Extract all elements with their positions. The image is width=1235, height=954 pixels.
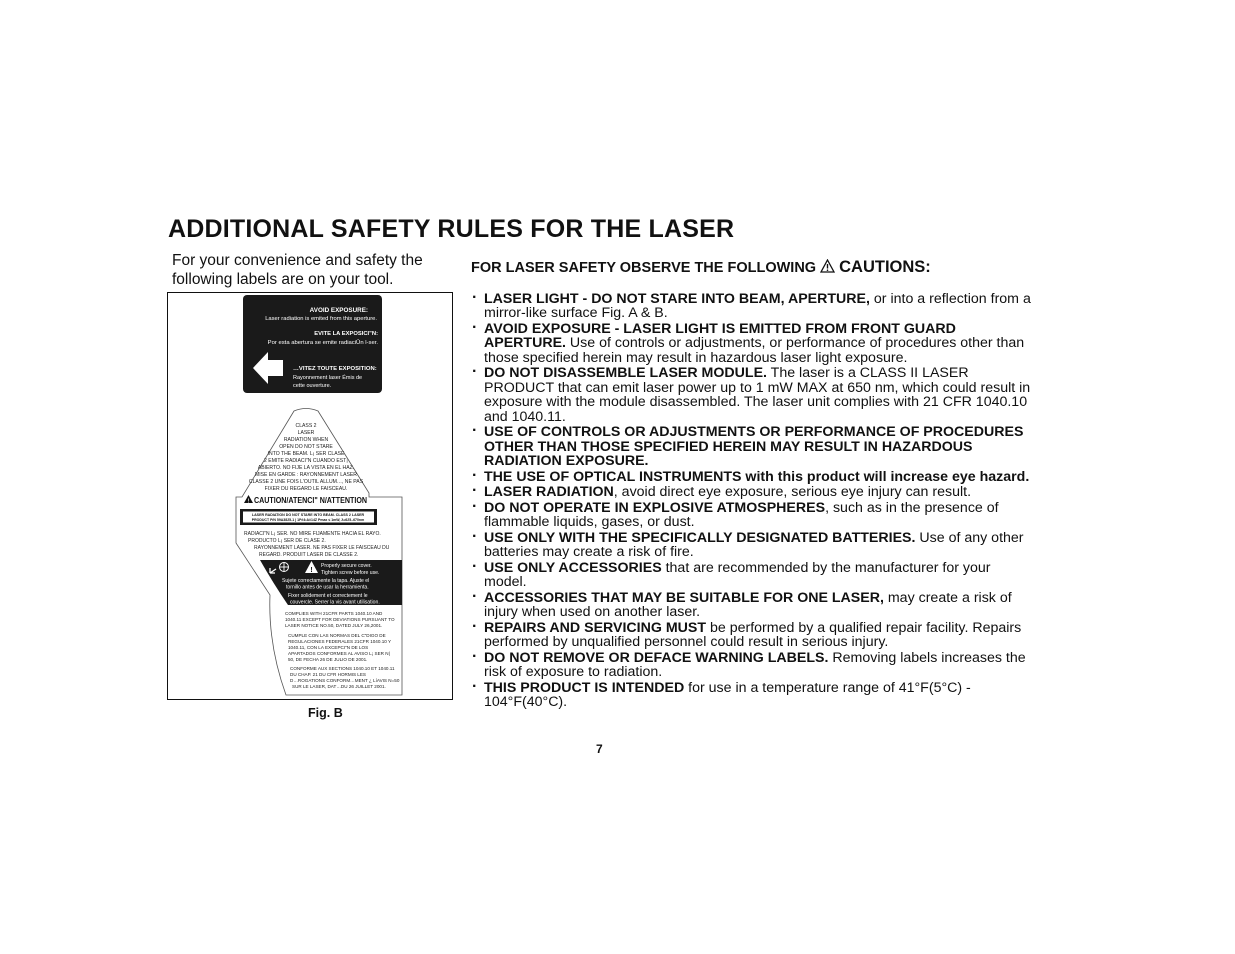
caution-item xyxy=(471,366,1031,424)
compliance-line: D…ROGATIONS CONFORM…MENT ¿ LíAVIS N=50 xyxy=(290,678,400,683)
cautions-heading-suffix: CAUTIONS: xyxy=(839,258,931,276)
svg-text:!: ! xyxy=(310,567,313,574)
caution-item xyxy=(471,591,1031,620)
class-line: CLASSE 2 UNE FOIS L'OUTIL ALLUM…, NE PAS xyxy=(248,479,364,485)
product-line-2: PRODUCT P/N 59A3825-1 | 1P#4•A#14Z Pmax ≤ 1mW, λ=625–670nm xyxy=(251,518,365,522)
warning-label xyxy=(236,409,402,696)
page-number: 7 xyxy=(596,742,603,756)
cover-fr-1: Fixer solidement et correctement le xyxy=(288,593,368,599)
aperture-fr-text-1: Rayonnement laser Émis de xyxy=(293,375,363,381)
compliance-line: DU CHAP. 21 DU CFR HORMIS LES xyxy=(290,672,366,677)
caution-item xyxy=(471,322,1031,365)
aperture-label xyxy=(243,295,382,393)
compliance-line: SUR LE LASER, DAT…DU 26 JUILLET 2001. xyxy=(292,684,386,689)
caution-item-bold: LASER LIGHT - DO NOT STARE INTO BEAM, APERTURE, xyxy=(484,291,870,307)
cover-en-1: Properly secure cover. xyxy=(321,563,372,569)
caution-item-bold: THIS PRODUCT IS INTENDED xyxy=(484,679,685,696)
compliance-line: APARTADOS CONFORMES AL AVISO L¡ SER N| xyxy=(288,651,390,656)
compliance-line: COMPLIES WITH 21CFR PARTS 1040.10 AND xyxy=(285,611,383,616)
class-line: FIXER DU REGARD LE FAISCEAU. xyxy=(264,486,348,492)
caution-item xyxy=(471,292,1031,321)
aperture-fr-text-2: cette ouverture. xyxy=(293,383,332,389)
caution-item-bold: AVOID EXPOSURE - LASER LIGHT IS EMITTED FROM FRONT GUARD APERTURE. xyxy=(484,321,956,352)
caution-item-text: for use in a temperature range of 41°F(5°C) - 104°F(40°C). xyxy=(484,679,971,711)
caution-item xyxy=(471,531,1031,560)
class-line: CLASS 2 xyxy=(295,423,317,429)
compliance-line: 1040.11, CON LA EXCEPCI"N DE LOS xyxy=(288,645,369,650)
caution-item xyxy=(471,425,1031,468)
aperture-es-heading: EVITE LA EXPOSICI"N: xyxy=(314,331,378,337)
caution-item-bold: DO NOT REMOVE OR DEFACE WARNING LABELS. xyxy=(484,649,829,666)
aperture-en-text: Laser radiation is emited from this aperture. xyxy=(265,316,377,322)
caution-item-bold: ACCESSORIES THAT MAY BE SUITABLE FOR ONE LASER, xyxy=(484,589,884,606)
caution-item-text: may create a risk of injury when used on another laser. xyxy=(484,589,1012,621)
caution-item xyxy=(471,681,1031,710)
class-line: RADIATION WHEN xyxy=(283,437,329,443)
label-illustration xyxy=(168,293,451,698)
class-line: INTO THE BEAM. L¡ SER CLASE xyxy=(267,451,345,457)
figure-caption: Fig. B xyxy=(308,706,343,720)
caution-banner: CAUTION/ATENCI" N/ATTENTION xyxy=(254,495,367,505)
caution-item-bold: USE ONLY WITH THE SPECIFICALLY DESIGNATED BATTERIES. xyxy=(484,529,916,546)
class-line: MISE EN GARDE : RAYONNEMENT LASER xyxy=(255,472,357,478)
caution-item-text: Removing labels increases the risk of exposure to radiation. xyxy=(484,649,1026,681)
caution-item xyxy=(471,470,1031,484)
cover-es-1: Sujete correctamente la tapa. Ajuste el xyxy=(282,578,370,584)
compliance-line: CONFORME AUX SECTIONS 1040.10 ET 1040.11 xyxy=(290,666,395,671)
caution-item-bold: DO NOT DISASSEMBLE LASER MODULE. xyxy=(484,365,767,382)
caution-item-bold: THE USE OF OPTICAL INSTRUMENTS with this product will increase eye hazard. xyxy=(484,468,1030,485)
cautions-heading xyxy=(471,258,931,277)
cover-en-2: Tighten screw before use. xyxy=(321,570,380,576)
cover-fr-2: couvercle. Serrer la vis avant utilisation. xyxy=(290,599,380,606)
caution-item-text: Use of controls or adjustments, or performance of procedures other than those specified herein may result in hazardous laser light exposure. xyxy=(484,335,1025,366)
caution-item-text: or into a reflection from a mirror-like surface Fig. A & B. xyxy=(484,291,1031,322)
caution-item-text: , such as in the presence of flammable liquids, gases, or dust. xyxy=(484,499,999,531)
caution-item xyxy=(471,485,1031,499)
svg-text:!: ! xyxy=(247,498,250,505)
compliance-line: LASER NOTICE NO.50, DATED JULY 26,2001. xyxy=(285,623,383,628)
radiation-line: RAYONNEMENT LASER. NE PAS FIXER LE FAISCEAU DU xyxy=(254,545,390,551)
caution-item xyxy=(471,501,1031,530)
compliance-line: 50, DE FECHA 26 DE JULIO DE 2001. xyxy=(288,657,368,662)
page-title: ADDITIONAL SAFETY RULES FOR THE LASER xyxy=(168,215,735,243)
caution-item-bold: LASER RADIATION xyxy=(484,484,614,501)
warning-triangle-icon xyxy=(820,259,835,273)
caution-item-text: Use of any other batteries may create a risk of fire. xyxy=(484,529,1024,561)
compliance-line: CUMPLE CON LAS NORMAS DEL C"DIGO DE xyxy=(288,633,386,638)
class-line: OPEN DO NOT STARE xyxy=(279,444,333,450)
caution-item-bold: USE ONLY ACCESSORIES xyxy=(484,559,662,576)
caution-list xyxy=(471,292,1031,711)
screw-icon xyxy=(280,563,289,572)
figure-box xyxy=(167,292,453,700)
caution-item-text: , avoid direct eye exposure, serious eye injury can result. xyxy=(613,484,972,501)
caution-item xyxy=(471,651,1031,680)
cover-es-2: tornillo antes de usar la herramienta. xyxy=(286,584,369,591)
radiation-line: REGARD. PRODUIT LASER DE CLASSE 2. xyxy=(259,552,359,558)
class-line: ABIERTO. NO FIJE LA VISTA EN EL HAZ. xyxy=(257,465,355,471)
aperture-en-heading: AVOID EXPOSURE: xyxy=(309,307,368,314)
radiation-line: PRODUCTO L¡ SER DE CLASE 2. xyxy=(248,538,326,544)
intro-text: For your convenience and safety the following labels are on your tool. xyxy=(172,252,423,288)
caution-item-bold: USE OF CONTROLS OR ADJUSTMENTS OR PERFORMANCE OF PROCEDURES OTHER THAN THOSE SPECIFIED HEREIN MAY RESULT IN HAZARDOUS RADIATION EXPOSURE. xyxy=(484,424,1024,470)
caution-item-text: be performed by a qualified repair facility. Repairs performed by unqualified personnel could result in serious injury. xyxy=(484,619,1022,651)
class-line: LASER xyxy=(297,430,315,436)
class-line: 2 EMITE RADIACI"N CUANDO EST¡ xyxy=(264,458,348,464)
caution-item xyxy=(471,561,1031,590)
radiation-line: RADIACI"N L¡ SER. NO MIRE FIJAMENTE HACIA EL RAYO. xyxy=(244,531,381,537)
caution-item xyxy=(471,621,1031,650)
product-line-1: LASER RADIATION DO NOT STARE INTO BEAM. CLASS 2 LASER xyxy=(251,513,365,517)
cautions-heading-prefix: FOR LASER SAFETY OBSERVE THE FOLLOWING xyxy=(471,260,817,276)
caution-item-bold: REPAIRS AND SERVICING MUST xyxy=(484,619,707,636)
compliance-line: 1040.11 EXCEPT FOR DEVIATIONS PURSUANT TO xyxy=(285,617,395,622)
aperture-fr-heading: …VITEZ TOUTE EXPOSITION: xyxy=(293,366,377,372)
compliance-line: REGULACIONES FEDERALES 21CFR 1040.10 Y xyxy=(288,639,392,644)
caution-item-text: that are recommended by the manufacturer for your model. xyxy=(484,559,991,591)
caution-item-text: The laser is a CLASS II LASER PRODUCT that can emit laser power up to 1 mW MAX at 650 nm, which could result in exposure with the module disassembled. The laser unit complies with 21 CFR 1040.10 and 1040.11. xyxy=(484,365,1031,425)
aperture-es-text: Por esta abertura se emite radiaciÛn l-ser. xyxy=(267,340,378,346)
caution-item-bold: DO NOT OPERATE IN EXPLOSIVE ATMOSPHERES xyxy=(484,499,826,516)
